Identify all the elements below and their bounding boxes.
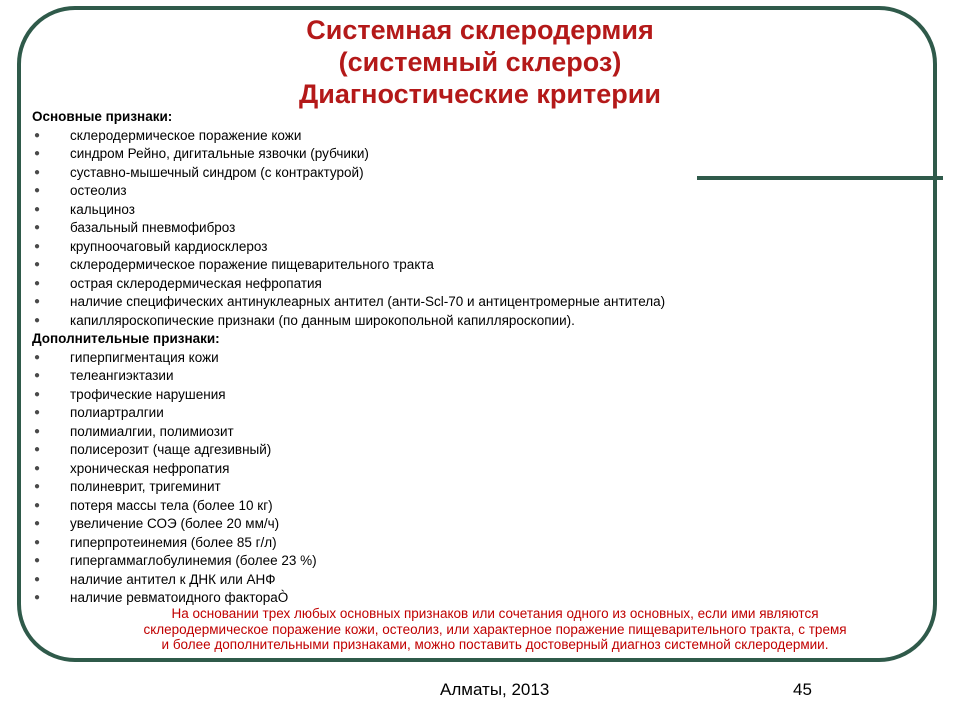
bullet-dot-icon: ●: [34, 536, 41, 548]
list-item: [32, 423, 912, 442]
list-item: [32, 367, 912, 386]
list-item: [32, 441, 912, 460]
bullet-dot-icon: ●: [34, 407, 41, 418]
bullet-dot-icon: ●: [34, 555, 41, 566]
main-criteria-heading: Основные признаки:: [32, 109, 173, 124]
bullet-dot-icon: ●: [34, 499, 41, 511]
list-item-text: хроническая нефропатия: [70, 460, 230, 476]
list-item-text: потеря массы тела (более 10 кг): [70, 497, 273, 513]
bullet-dot-icon: ●: [34, 129, 41, 141]
list-item: [32, 386, 912, 405]
list-item-text: полиартралгии: [70, 405, 164, 420]
list-item: [32, 571, 912, 590]
bullet-dot-icon: ●: [34, 573, 41, 585]
list-item-text: гипергаммаглобулинемия (более 23 %): [70, 553, 317, 568]
list-item-text: увеличение СОЭ (более 20 мм/ч): [70, 516, 280, 531]
list-item: [32, 515, 912, 534]
bullet-dot-icon: ●: [34, 185, 41, 196]
list-item: [32, 145, 912, 164]
list-item-text: остеолиз: [70, 183, 127, 198]
bullet-dot-icon: ●: [34, 277, 41, 289]
list-item: [32, 497, 912, 516]
bullet-dot-icon: ●: [34, 592, 41, 603]
bullet-dot-icon: ●: [34, 388, 41, 400]
list-item-text: кальциноз: [70, 201, 135, 217]
list-item: [32, 552, 912, 571]
diagnosis-note: [70, 606, 920, 653]
list-item-text: острая склеродермическая нефропатия: [70, 275, 322, 291]
list-item: [32, 312, 912, 331]
extra-criteria-heading: Дополнительные признаки:: [32, 331, 220, 346]
bullet-dot-icon: ●: [34, 462, 41, 474]
list-item-text: наличие антител к ДНК или АНФ: [70, 571, 276, 587]
list-item-text: склеродермическое поражение кожи: [70, 127, 302, 143]
list-item-text: капилляроскопические признаки (по данным широкопольной капилляроскопии).: [70, 312, 575, 328]
list-item: [32, 349, 912, 368]
list-item-text: полисерозит (чаще адгезивный): [70, 442, 272, 457]
list-item-text: крупноочаговый кардиосклероз: [70, 238, 268, 254]
list-item-text: трофические нарушения: [70, 386, 226, 402]
list-item: [32, 404, 912, 423]
list-item: [32, 589, 912, 608]
list-item: [32, 219, 912, 238]
list-item: [32, 256, 912, 275]
title-line-2: (системный склероз): [338, 47, 622, 77]
list-item-text: суставно-мышечный синдром (с контрактурой): [70, 164, 364, 180]
list-item: [32, 275, 912, 294]
bullet-dot-icon: ●: [34, 370, 41, 381]
note-line-3: и более дополнительными признаками, можно поставить достоверный диагноз системной склеродермии.: [161, 637, 829, 652]
bullet-dot-icon: ●: [34, 259, 41, 270]
note-line-2: склеродермическое поражение кожи, остеолиз, или характерное поражение пищеварительного тракта, с тремя: [143, 621, 847, 637]
list-item: [32, 460, 912, 479]
bullet-dot-icon: ●: [34, 351, 41, 363]
footer-location-year: Алматы, 2013: [440, 680, 550, 699]
bullet-dot-icon: ●: [34, 166, 41, 178]
bullet-dot-icon: ●: [34, 314, 41, 326]
extra-criteria-list: [32, 349, 912, 608]
title-line-1: Системная склеродермия: [306, 15, 654, 45]
list-item-text: гиперпигментация кожи: [70, 349, 219, 365]
list-item-text: склеродермическое поражение пищеварительного тракта: [70, 257, 434, 272]
bullet-dot-icon: ●: [34, 296, 41, 307]
list-item: [32, 182, 912, 201]
list-item: [32, 127, 912, 146]
list-item-text: полимиалгии, полимиозит: [70, 423, 234, 439]
list-item-text: наличие специфических антинуклеарных антител (анти-Scl-70 и антицентромерные антитела): [70, 294, 666, 309]
bullet-dot-icon: ●: [34, 240, 41, 252]
list-item: [32, 238, 912, 257]
note-line-1: На основании трех любых основных признаков или сочетания одного из основных, если ими являются: [171, 606, 819, 621]
slide-title: [200, 14, 760, 110]
list-item-text: базальный пневмофиброз: [70, 220, 236, 235]
page-number: 45: [793, 680, 812, 699]
bullet-dot-icon: ●: [34, 425, 41, 437]
list-item-text: гиперпротеинемия (более 85 г/л): [70, 534, 277, 550]
list-item: [32, 293, 912, 312]
main-criteria-list: [32, 127, 912, 331]
list-item: [32, 201, 912, 220]
list-item-text: наличие ревматоидного фактораÒ: [70, 590, 289, 605]
bullet-dot-icon: ●: [34, 203, 41, 215]
bullet-dot-icon: ●: [34, 148, 41, 159]
list-item: [32, 164, 912, 183]
list-item: [32, 478, 912, 497]
bullet-dot-icon: ●: [34, 481, 41, 492]
list-item: [32, 534, 912, 553]
bullet-dot-icon: ●: [34, 444, 41, 455]
bullet-dot-icon: ●: [34, 222, 41, 233]
list-item-text: полиневрит, тригеминит: [70, 479, 221, 494]
title-line-3: Диагностические критерии: [299, 79, 661, 109]
list-item-text: телеангиэктазии: [70, 368, 174, 383]
criteria-content: [32, 108, 912, 608]
bullet-dot-icon: ●: [34, 518, 41, 529]
list-item-text: синдром Рейно, дигитальные язвочки (рубчики): [70, 146, 369, 161]
